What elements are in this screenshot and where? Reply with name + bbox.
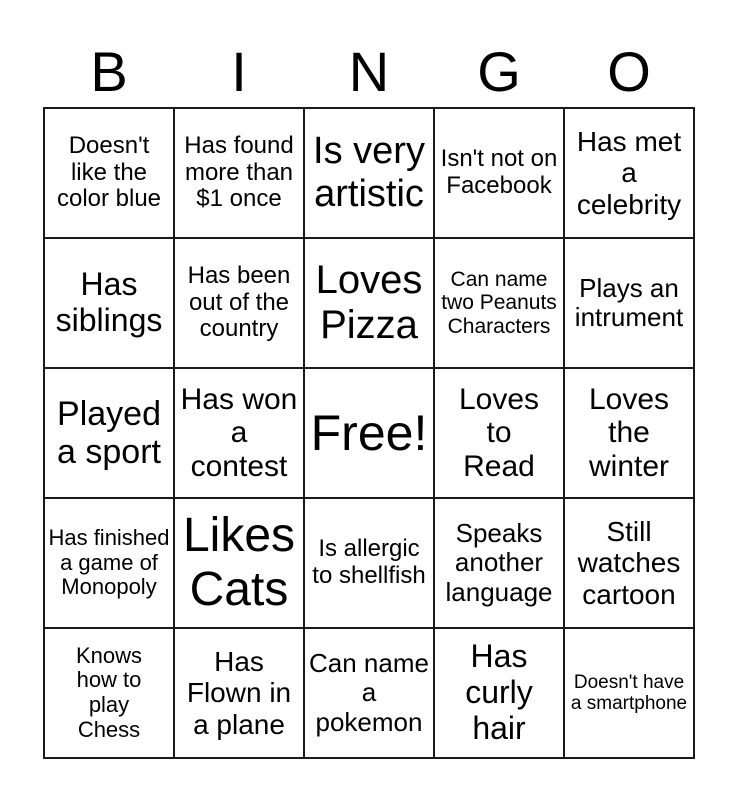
bingo-cell-r2c1[interactable]: Has siblings [45, 239, 173, 367]
bingo-header [44, 38, 694, 106]
header-letter-b: B [90, 40, 128, 103]
bingo-cell-r4c2[interactable]: Likes Cats [175, 499, 303, 627]
bingo-board [43, 107, 695, 759]
bingo-cell-r1c5[interactable]: Has met a celebrity [565, 109, 693, 237]
bingo-cell-r3c4[interactable]: Loves to Read [435, 369, 563, 497]
bingo-cell-r5c1[interactable]: Knows how to play Chess [45, 629, 173, 757]
bingo-cell-r3c1[interactable]: Played a sport [45, 369, 173, 497]
bingo-cell-r4c3[interactable]: Is allergic to shellfish [305, 499, 433, 627]
bingo-cell-r5c4[interactable]: Has curly hair [435, 629, 563, 757]
bingo-cell-r2c3[interactable]: Loves Pizza [305, 239, 433, 367]
bingo-cell-r3c2[interactable]: Has won a contest [175, 369, 303, 497]
header-letter-o: O [607, 40, 651, 103]
header-letter-n: N [348, 40, 390, 103]
bingo-cell-r4c1[interactable]: Has finished a game of Monopoly [45, 499, 173, 627]
header-letter-i: I [231, 40, 247, 103]
bingo-cell-r2c2[interactable]: Has been out of the country [175, 239, 303, 367]
bingo-cell-r2c4[interactable]: Can name two Peanuts Characters [435, 239, 563, 367]
bingo-cell-r1c4[interactable]: Isn't not on Facebook [435, 109, 563, 237]
bingo-cell-r5c3[interactable]: Can name a pokemon [305, 629, 433, 757]
bingo-cell-r3c3[interactable]: Free! [305, 369, 433, 497]
bingo-cell-r1c1[interactable]: Doesn't like the color blue [45, 109, 173, 237]
bingo-cell-r5c2[interactable]: Has Flown in a plane [175, 629, 303, 757]
header-letter-g: G [477, 40, 521, 103]
bingo-cell-r4c5[interactable]: Still watches cartoon [565, 499, 693, 627]
bingo-cell-r1c2[interactable]: Has found more than $1 once [175, 109, 303, 237]
bingo-cell-r1c3[interactable]: Is very artistic [305, 109, 433, 237]
bingo-cell-r5c5[interactable]: Doesn't have a smartphone [565, 629, 693, 757]
bingo-cell-r4c4[interactable]: Speaks another language [435, 499, 563, 627]
bingo-cell-r3c5[interactable]: Loves the winter [565, 369, 693, 497]
bingo-cell-r2c5[interactable]: Plays an intrument [565, 239, 693, 367]
